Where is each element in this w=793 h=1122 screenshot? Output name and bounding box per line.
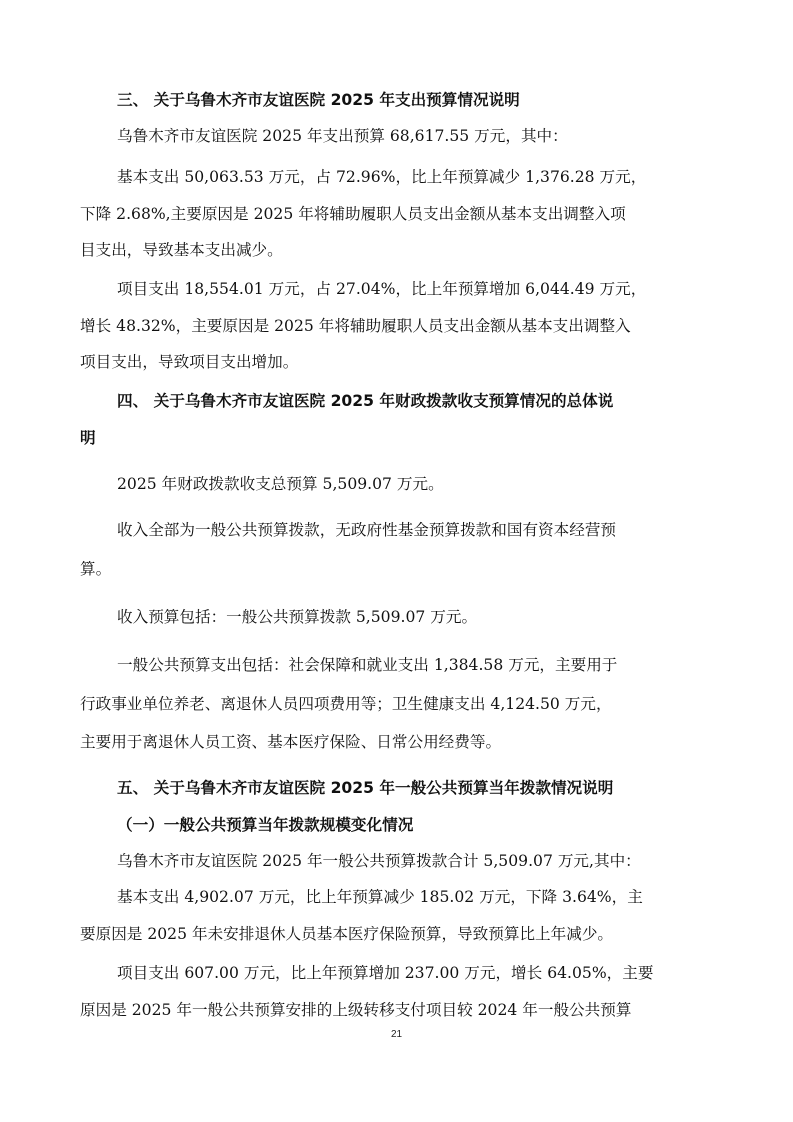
section-4-paragraph-4-line-2: 行政事业单位养老、离退休人员四项费用等；卫生健康支出 4,124.50 万元， bbox=[80, 695, 612, 713]
section-4-paragraph-1: 2025 年财政拨款收支总预算 5,509.07 万元。 bbox=[117, 475, 444, 493]
section-5-subheading: （一）一般公共预算当年拨款规模变化情况 bbox=[117, 816, 414, 834]
section-5-paragraph-3-line-1: 项目支出 607.00 万元，比上年预算增加 237.00 万元，增长 64.05%，主要 bbox=[117, 964, 654, 982]
section-3-paragraph-2-line-3: 目支出，导致基本支出减少。 bbox=[80, 241, 283, 259]
section-3-heading: 三、 关于乌鲁木齐市友谊医院 2025 年支出预算情况说明 bbox=[117, 91, 520, 109]
section-5-paragraph-2-line-2: 要原因是 2025 年未安排退休人员基本医疗保险预算，导致预算比上年减少。 bbox=[80, 925, 614, 943]
section-4-paragraph-2-line-2: 算。 bbox=[80, 560, 112, 578]
section-4-paragraph-4-line-1: 一般公共预算支出包括：社会保障和就业支出 1,384.58 万元，主要用于 bbox=[117, 656, 618, 674]
section-4-paragraph-3: 收入预算包括：一般公共预算拨款 5,509.07 万元。 bbox=[117, 608, 478, 626]
section-5-paragraph-1: 乌鲁木齐市友谊医院 2025 年一般公共预算拨款合计 5,509.07 万元,其中： bbox=[117, 852, 641, 870]
section-3-paragraph-1: 乌鲁木齐市友谊医院 2025 年支出预算 68,617.55 万元，其中： bbox=[117, 127, 568, 145]
section-3-paragraph-2-line-2: 下降 2.68%,主要原因是 2025 年将辅助履职人员支出金额从基本支出调整入项 bbox=[80, 205, 626, 223]
page-number: 21 bbox=[390, 1029, 403, 1040]
section-4-paragraph-2-line-1: 收入全部为一般公共预算拨款，无政府性基金预算拨款和国有资本经营预 bbox=[117, 521, 617, 539]
section-3-paragraph-3-line-1: 项目支出 18,554.01 万元，占 27.04%，比上年预算增加 6,044.49 万元， bbox=[117, 280, 647, 298]
section-4-paragraph-4-line-3: 主要用于离退休人员工资、基本医疗保险、日常公用经费等。 bbox=[80, 733, 502, 751]
section-5-heading: 五、 关于乌鲁木齐市友谊医院 2025 年一般公共预算当年拨款情况说明 bbox=[117, 779, 614, 797]
section-3-paragraph-3-line-2: 增长 48.32%，主要原因是 2025 年将辅助履职人员支出金额从基本支出调整入 bbox=[80, 317, 631, 335]
section-3-paragraph-2-line-1: 基本支出 50,063.53 万元，占 72.96%，比上年预算减少 1,376.28 万元， bbox=[117, 168, 647, 186]
section-4-heading-line-2: 明 bbox=[80, 429, 96, 447]
section-5-paragraph-3-line-2: 原因是 2025 年一般公共预算安排的上级转移支付项目较 2024 年一般公共预算 bbox=[80, 1001, 632, 1019]
section-4-heading-line-1: 四、 关于乌鲁木齐市友谊医院 2025 年财政拨款收支预算情况的总体说 bbox=[117, 392, 614, 410]
section-5-paragraph-2-line-1: 基本支出 4,902.07 万元，比上年预算减少 185.02 万元，下降 3.64%，主 bbox=[117, 888, 643, 906]
section-3-paragraph-3-line-3: 项目支出，导致项目支出增加。 bbox=[80, 353, 299, 371]
